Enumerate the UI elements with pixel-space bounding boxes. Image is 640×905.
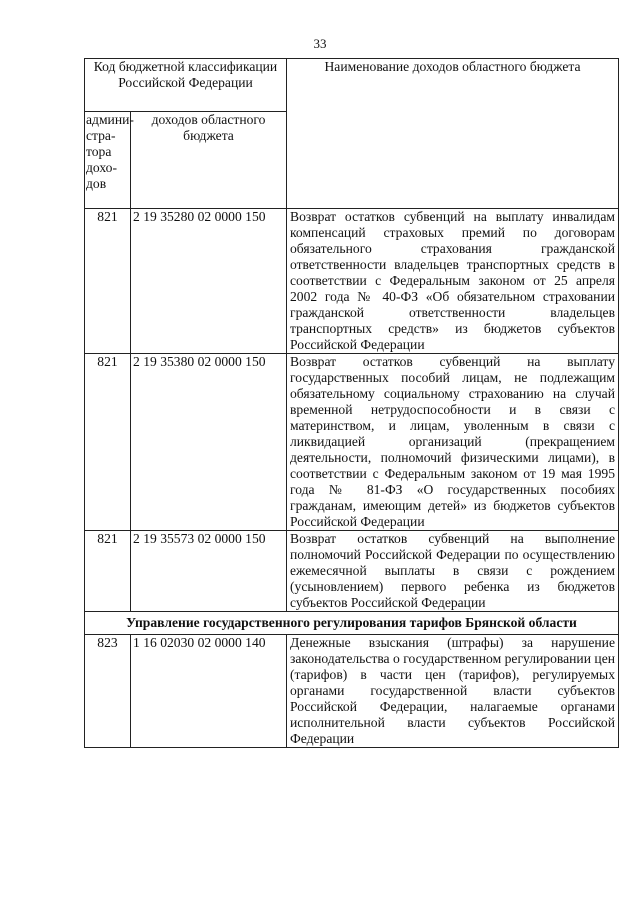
header-code-title: Код бюджетной классификации Российской Федерации: [85, 59, 287, 112]
header-income-column: доходов областного бюджета: [131, 112, 287, 209]
section-title: Управление государственного регулирования тарифов Брянской области: [85, 612, 619, 635]
table-row: [85, 531, 619, 612]
income-code-cell: 2 19 35380 02 0000 150: [131, 354, 287, 531]
page-number: 33: [313, 36, 327, 51]
admin-code-cell: 821: [85, 531, 131, 612]
income-name-cell: Денежные взыскания (штрафы) за нарушение законодательства о государственном регулировании цен (тарифов) в части цен (тарифов), регулируемых органами государственной власти субъектов Российской Федерации, налагаемые органами исполнительной власти субъектов Российской Федерации: [287, 635, 619, 748]
table-header-row: [85, 59, 619, 112]
table-row: [85, 354, 619, 531]
table-row: [85, 209, 619, 354]
header-name-column: Наименование доходов областного бюджета: [287, 59, 619, 209]
income-name-cell: Возврат остатков субвенций на выплату государственных пособий лицам, не подлежащим обязательному социальному страхованию на случай временной нетрудоспособности и в связи с материнством, и лицам, уволенным в связи с ликвидацией организаций (прекращением деятельности, полномочий физическими лицами), в соответствии с Федеральным законом от 19 мая 1995 года № 81-ФЗ «О государственных пособиях гражданам, имеющим детей» из бюджетов субъектов Российской Федерации: [287, 354, 619, 531]
header-admin-column: админи-стра-тора дохо-дов: [85, 112, 131, 209]
table-row: [85, 635, 619, 748]
income-code-cell: 2 19 35573 02 0000 150: [131, 531, 287, 612]
income-name-cell: Возврат остатков субвенций на выплату инвалидам компенсаций страховых премий по договорам обязательного страхования гражданской ответственности владельцев транспортных средств в соответствии с Федеральным законом от 25 апреля 2002 года № 40-ФЗ «Об обязательном страховании гражданской ответственности владельцев транспортных средств» из бюджетов субъектов Российской Федерации: [287, 209, 619, 354]
admin-code-cell: 821: [85, 354, 131, 531]
income-code-cell: 1 16 02030 02 0000 140: [131, 635, 287, 748]
admin-code-cell: 821: [85, 209, 131, 354]
admin-code-cell: 823: [85, 635, 131, 748]
section-header-row: [85, 612, 619, 635]
income-code-cell: 2 19 35280 02 0000 150: [131, 209, 287, 354]
budget-income-table: [84, 58, 619, 748]
income-name-cell: Возврат остатков субвенций на выполнение полномочий Российской Федерации по осуществлению ежемесячной выплаты в связи с рождением (усыновлением) первого ребенка из бюджетов субъектов Российской Федерации: [287, 531, 619, 612]
